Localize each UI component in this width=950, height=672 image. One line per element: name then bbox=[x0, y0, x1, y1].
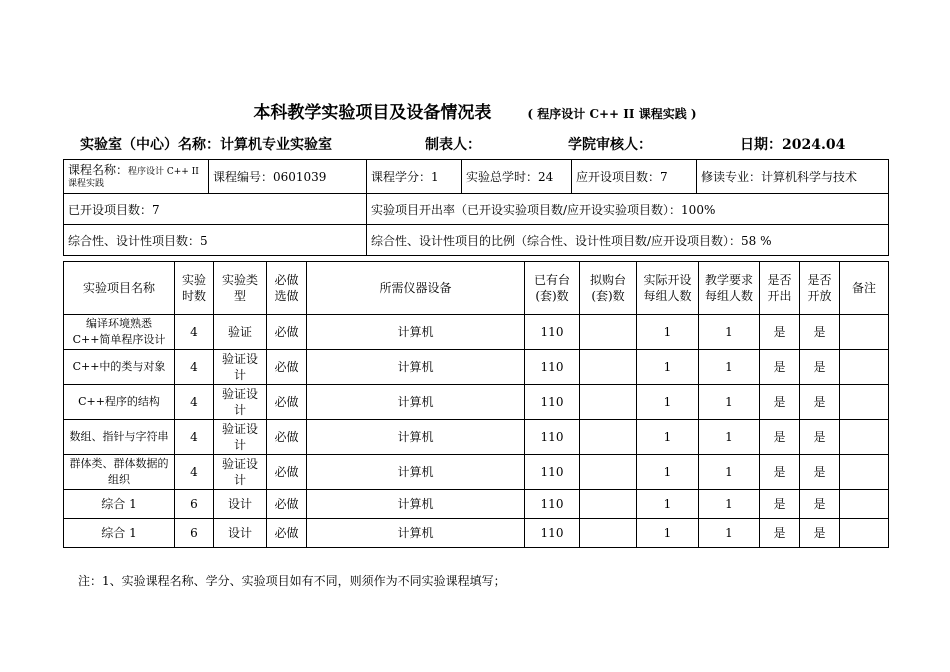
item-note bbox=[840, 385, 889, 420]
item-have-count: 110 bbox=[525, 385, 580, 420]
maker-label: 制表人： bbox=[425, 137, 481, 153]
header-cell: 已有台(套)数 bbox=[525, 262, 580, 315]
course-name-cell bbox=[64, 160, 209, 194]
item-hours: 4 bbox=[175, 315, 214, 350]
item-type: 验证设计 bbox=[214, 455, 267, 490]
item-equipment: 计算机 bbox=[307, 490, 525, 519]
item-required: 必做 bbox=[267, 385, 307, 420]
item-note bbox=[840, 350, 889, 385]
header-cell: 所需仪器设备 bbox=[307, 262, 525, 315]
table-row bbox=[64, 315, 889, 350]
item-type: 验证设计 bbox=[214, 420, 267, 455]
item-actual-group: 1 bbox=[637, 455, 699, 490]
credits-cell: 课程学分：1 bbox=[367, 160, 462, 194]
item-type: 验证设计 bbox=[214, 385, 267, 420]
footnote: 注：1、实验课程名称、学分、实验项目如有不同，则须作为不同实验课程填写； bbox=[78, 574, 506, 588]
item-opened: 是 bbox=[760, 315, 800, 350]
item-have-count: 110 bbox=[525, 519, 580, 548]
item-hours: 4 bbox=[175, 420, 214, 455]
title-text: 本科教学实验项目及设备情况表 bbox=[253, 103, 492, 123]
item-teach-group: 1 bbox=[699, 385, 760, 420]
table-row bbox=[64, 350, 889, 385]
item-buy-count bbox=[580, 490, 637, 519]
item-name: C++程序的结构 bbox=[64, 385, 175, 420]
item-equipment: 计算机 bbox=[307, 350, 525, 385]
item-actual-group: 1 bbox=[637, 315, 699, 350]
item-name: 群体类、群体数据的组织 bbox=[64, 455, 175, 490]
item-teach-group: 1 bbox=[699, 490, 760, 519]
course-name-value: 程序设计 C++ II 课程实践 bbox=[68, 166, 199, 189]
course-code-cell: 课程编号：0601039 bbox=[209, 160, 367, 194]
item-name: 数组、指针与字符串 bbox=[64, 420, 175, 455]
item-note bbox=[840, 420, 889, 455]
comprehensive-count-cell: 综合性、设计性项目数：5 bbox=[64, 225, 367, 256]
course-info-table bbox=[63, 159, 889, 256]
item-equipment: 计算机 bbox=[307, 455, 525, 490]
item-have-count: 110 bbox=[525, 350, 580, 385]
item-buy-count bbox=[580, 455, 637, 490]
header-cell: 实验时数 bbox=[175, 262, 214, 315]
item-have-count: 110 bbox=[525, 455, 580, 490]
item-actual-group: 1 bbox=[637, 519, 699, 548]
item-open: 是 bbox=[800, 490, 840, 519]
item-teach-group: 1 bbox=[699, 420, 760, 455]
header-cell: 必做选做 bbox=[267, 262, 307, 315]
item-open: 是 bbox=[800, 420, 840, 455]
table-row bbox=[64, 519, 889, 548]
item-open: 是 bbox=[800, 519, 840, 548]
item-required: 必做 bbox=[267, 350, 307, 385]
table-row bbox=[64, 385, 889, 420]
item-note bbox=[840, 519, 889, 548]
comprehensive-ratio-cell: 综合性、设计性项目的比例（综合性、设计性项目数/应开设项目数）：58 % bbox=[367, 225, 889, 256]
header-cell: 实际开设每组人数 bbox=[637, 262, 699, 315]
item-name: C++中的类与对象 bbox=[64, 350, 175, 385]
item-opened: 是 bbox=[760, 519, 800, 548]
item-required: 必做 bbox=[267, 315, 307, 350]
header-cell: 备注 bbox=[840, 262, 889, 315]
table-row bbox=[64, 455, 889, 490]
lab-name: 实验室（中心）名称：计算机专业实验室 bbox=[80, 137, 332, 153]
item-note bbox=[840, 490, 889, 519]
item-hours: 6 bbox=[175, 490, 214, 519]
meta-line bbox=[80, 134, 860, 154]
hours-cell: 实验总学时：24 bbox=[462, 160, 572, 194]
item-type: 设计 bbox=[214, 519, 267, 548]
item-type: 验证 bbox=[214, 315, 267, 350]
header-cell: 是否开放 bbox=[800, 262, 840, 315]
item-required: 必做 bbox=[267, 519, 307, 548]
document-title bbox=[0, 98, 950, 123]
item-hours: 4 bbox=[175, 350, 214, 385]
item-opened: 是 bbox=[760, 455, 800, 490]
item-opened: 是 bbox=[760, 350, 800, 385]
date-label: 日期：2024.04 bbox=[740, 137, 846, 153]
item-open: 是 bbox=[800, 385, 840, 420]
course-name-label: 课程名称： bbox=[68, 162, 129, 177]
item-note bbox=[840, 315, 889, 350]
item-equipment: 计算机 bbox=[307, 519, 525, 548]
experiment-items-table bbox=[63, 261, 889, 548]
item-buy-count bbox=[580, 385, 637, 420]
item-name: 综合 1 bbox=[64, 519, 175, 548]
item-equipment: 计算机 bbox=[307, 315, 525, 350]
table-row bbox=[64, 420, 889, 455]
item-type: 设计 bbox=[214, 490, 267, 519]
item-actual-group: 1 bbox=[637, 385, 699, 420]
header-cell: 实验项目名称 bbox=[64, 262, 175, 315]
item-buy-count bbox=[580, 315, 637, 350]
item-buy-count bbox=[580, 519, 637, 548]
item-hours: 4 bbox=[175, 455, 214, 490]
item-have-count: 110 bbox=[525, 490, 580, 519]
header-row bbox=[64, 262, 889, 315]
item-teach-group: 1 bbox=[699, 315, 760, 350]
item-type: 验证设计 bbox=[214, 350, 267, 385]
header-cell: 实验类型 bbox=[214, 262, 267, 315]
item-teach-group: 1 bbox=[699, 455, 760, 490]
item-opened: 是 bbox=[760, 490, 800, 519]
item-name: 综合 1 bbox=[64, 490, 175, 519]
opened-count-cell: 已开设项目数：7 bbox=[64, 194, 367, 225]
item-open: 是 bbox=[800, 455, 840, 490]
item-teach-group: 1 bbox=[699, 519, 760, 548]
item-open: 是 bbox=[800, 315, 840, 350]
title-subtitle: ( 程序设计 C++ II 课程实践 ) bbox=[527, 107, 697, 121]
item-hours: 4 bbox=[175, 385, 214, 420]
item-equipment: 计算机 bbox=[307, 420, 525, 455]
reviewer-label: 学院审核人： bbox=[568, 137, 652, 153]
item-name: 编译环境熟悉C++简单程序设计 bbox=[64, 315, 175, 350]
item-actual-group: 1 bbox=[637, 350, 699, 385]
item-note bbox=[840, 455, 889, 490]
item-required: 必做 bbox=[267, 455, 307, 490]
item-open: 是 bbox=[800, 350, 840, 385]
required-count-cell: 应开设项目数：7 bbox=[572, 160, 697, 194]
item-have-count: 110 bbox=[525, 315, 580, 350]
item-opened: 是 bbox=[760, 420, 800, 455]
item-opened: 是 bbox=[760, 385, 800, 420]
header-cell: 拟购台(套)数 bbox=[580, 262, 637, 315]
item-equipment: 计算机 bbox=[307, 385, 525, 420]
item-actual-group: 1 bbox=[637, 490, 699, 519]
item-required: 必做 bbox=[267, 490, 307, 519]
item-buy-count bbox=[580, 420, 637, 455]
item-required: 必做 bbox=[267, 420, 307, 455]
item-buy-count bbox=[580, 350, 637, 385]
open-rate-cell: 实验项目开出率（已开设实验项目数/应开设实验项目数）：100% bbox=[367, 194, 889, 225]
item-teach-group: 1 bbox=[699, 350, 760, 385]
header-cell: 教学要求每组人数 bbox=[699, 262, 760, 315]
item-actual-group: 1 bbox=[637, 420, 699, 455]
item-hours: 6 bbox=[175, 519, 214, 548]
major-cell: 修读专业：计算机科学与技术 bbox=[697, 160, 889, 194]
item-have-count: 110 bbox=[525, 420, 580, 455]
header-cell: 是否开出 bbox=[760, 262, 800, 315]
table-row bbox=[64, 490, 889, 519]
